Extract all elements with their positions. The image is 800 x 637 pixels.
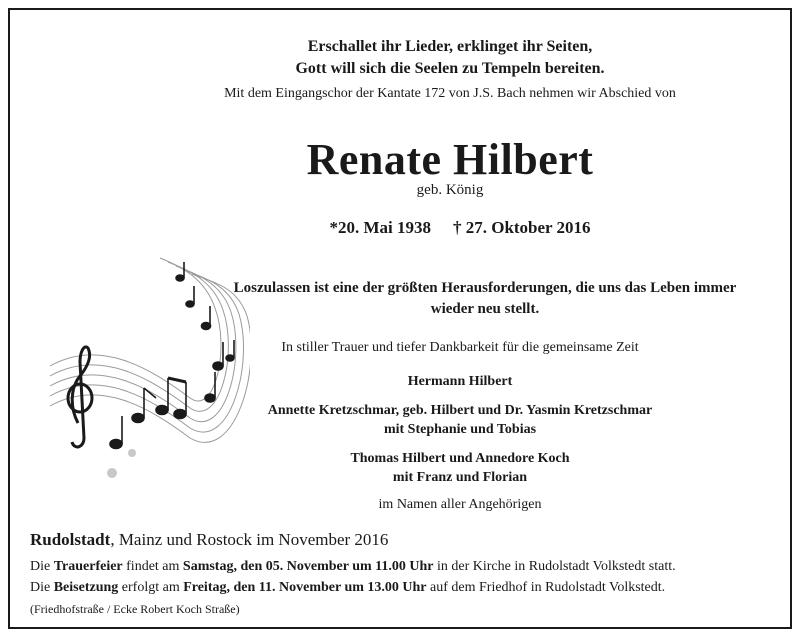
mourner-3: Thomas Hilbert und Annedore Koch xyxy=(350,451,570,466)
thanks-text: In stiller Trauer und tiefer Dankbarkeit für die gemeinsame Zeit xyxy=(281,340,639,355)
verse-line-1: Erschallet ihr Lieder, erklinget ihr Seiten, xyxy=(307,38,593,55)
place-city: Rudolstadt xyxy=(30,530,111,549)
funeral-location: in der Kirche in Rudolstadt Volkstedt statt. xyxy=(433,559,676,574)
family-note: im Namen aller Angehörigen xyxy=(378,497,542,512)
burial-line xyxy=(30,580,665,596)
mourner-2: Annette Kretzschmar, geb. Hilbert und Dr. Yasmin Kretzschmar xyxy=(267,403,653,418)
burial-verb: erfolgt am xyxy=(118,580,184,595)
burial-location: auf dem Friedhof in Rudolstadt Volkstedt. xyxy=(426,580,666,595)
mourner-2-children: mit Stephanie und Tobias xyxy=(383,422,537,437)
birth-date: *20. Mai 1938 xyxy=(329,218,431,237)
funeral-line xyxy=(30,559,676,575)
intro-text: Mit dem Eingangschor der Kantate 172 von J.S. Bach nehmen wir Abschied von xyxy=(224,86,676,101)
obituary-notice xyxy=(8,8,792,629)
place-rest: , Mainz und Rostock im November 2016 xyxy=(110,530,389,549)
burial-event: Beisetzung xyxy=(53,580,119,595)
burial-prefix: Die xyxy=(30,580,54,595)
deceased-name: Renate Hilbert xyxy=(306,135,594,184)
funeral-verb: findet am xyxy=(122,559,183,574)
quote-line-1: Loszulassen ist eine der größten Herausforderungen, die uns das Leben immer xyxy=(233,280,737,296)
verse-line-2: Gott will sich die Seelen zu Tempeln bereiten. xyxy=(295,60,605,77)
funeral-event: Trauerfeier xyxy=(53,559,123,574)
burial-date: Freitag, den 11. November um 13.00 Uhr xyxy=(183,580,427,595)
mourner-1: Hermann Hilbert xyxy=(407,374,513,389)
funeral-prefix: Die xyxy=(30,559,54,574)
maiden-name: geb. König xyxy=(416,182,484,198)
funeral-date: Samstag, den 05. November um 11.00 Uhr xyxy=(182,559,434,574)
cemetery-address: (Friedhofstraße / Ecke Robert Koch Straße) xyxy=(30,602,240,616)
death-date: † 27. Oktober 2016 xyxy=(452,218,591,237)
place-date xyxy=(30,530,388,550)
mourner-3-children: mit Franz und Florian xyxy=(392,470,528,485)
quote-line-2: wieder neu stellt. xyxy=(430,301,540,317)
life-dates xyxy=(290,218,630,238)
